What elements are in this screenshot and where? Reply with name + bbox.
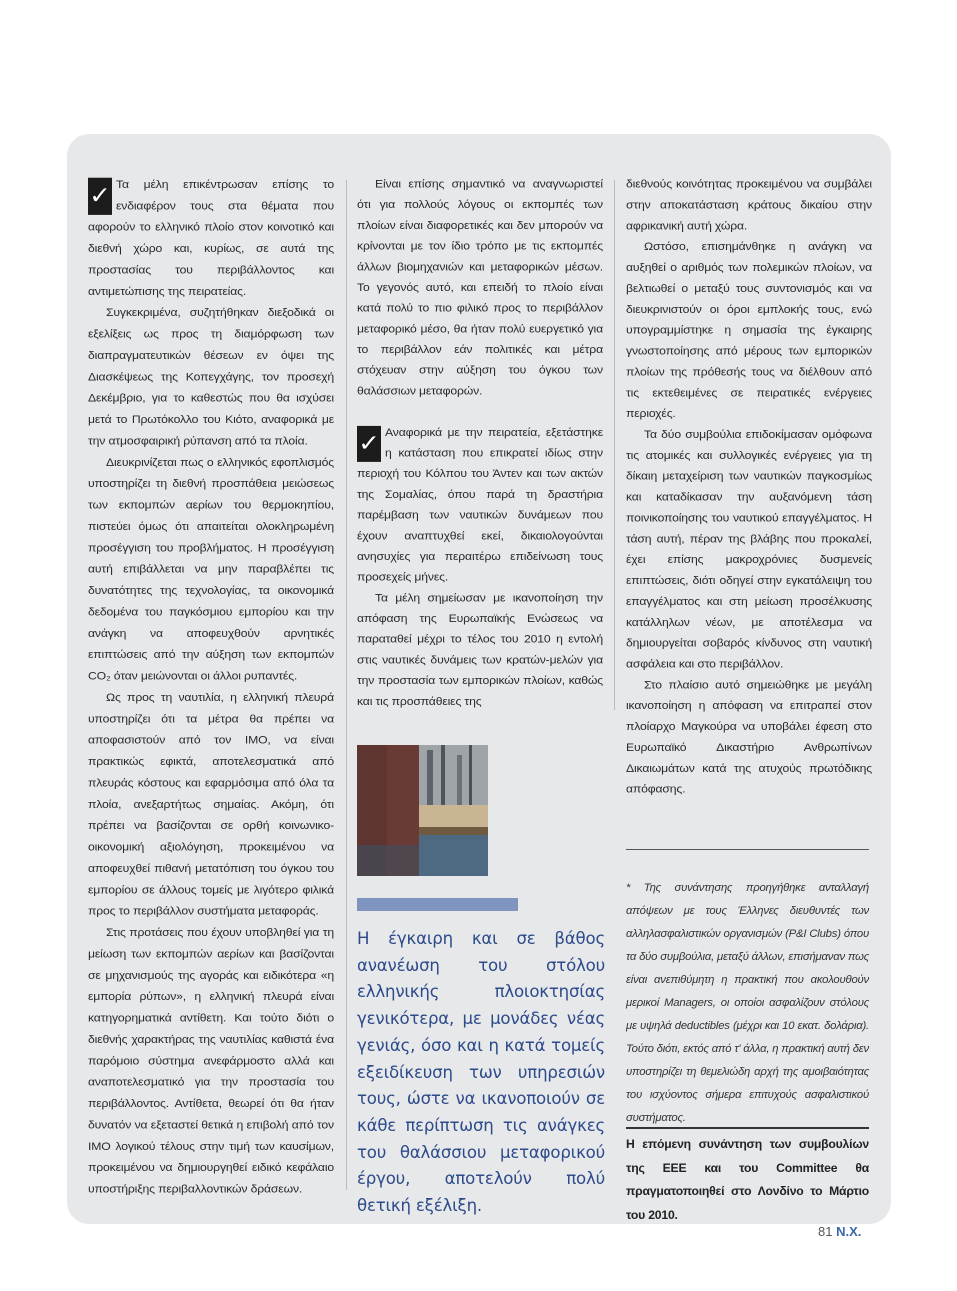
footnote-rule — [626, 849, 869, 850]
check-mark-icon: ✓ — [88, 178, 112, 215]
check-mark-icon: ✓ — [357, 426, 381, 462]
paragraph: Στο πλαίσιο αυτό σημειώθηκε με μεγάλη ικανοποίηση η απόφαση να επιτραπεί στον πλοίαρχο Μαγκούρα να υποβάλει έφεση στο Ευρωπαϊκό Δικαστήριο Ανθρωπίνων Δικαιωμάτων κατά της ατυχούς πρωτόδικης απόφασης. — [626, 678, 872, 796]
paragraph: Στις προτάσεις που έχουν υποβληθεί για τη μείωση των εκπομπών αερίων και βασίζονται σε μηχανισμούς της αγοράς και ειδικότερα «η εμπορία ρύπων», η ελληνική πλευρά είναι κατηγορηματικά αντίθετη. Και τούτο διότι ο διεθνής χαρακτήρας της ναυτιλίας καθιστά ένα παρόμοιο σύστημα ανεφάρμοστο αλλά και αναποτελεσματικό για την προστασία του περιβάλλοντος. Αντίθετα, θεωρεί ότι θα ήταν δυνατόν να εξεταστεί θετικά η επιβολή από τον ΙΜΟ λογικού τέλους στην τιμή των καυσίμων, προκειμένου να δημιουργηθεί ειδικό κεφάλαιο υποστήριξης περιβαλλοντικών δράσεων. — [88, 925, 334, 1196]
paragraph: Ωστόσο, επισημάνθηκε η ανάγκη να αυξηθεί ο αριθμός των πολεμικών πλοίων, να βελτιωθεί ο μεταξύ τους συντονισμός και να διευκρινιστούν οι όροι εμπλοκής τους, ενώ υπογραμμίστηκε η σημασία της έγκαιρης γνωστοποίησης από μέρους των εμπορικών πλοίων της πρόθεσής τους να διέλθουν από τις εκτεθειμένες σε πειρατικές ενέργειες περιοχές. — [626, 240, 872, 420]
page-folio — [818, 1224, 861, 1239]
paragraph: Διευκρινίζεται πως ο ελληνικός εφοπλισμός υποστηρίζει τη διεθνή προσπάθεια μειώσεως των εκπομπών αερίων του θερμοκηπίου, πιστεύει όμως ότι απαιτείται ολοκληρωμένη προσέγγιση του προβλήματος. Η προσέγγιση αυτή επιβάλλεται να μην παραβλέπει τις δυνατότητες της τεχνολογίας, τα οικονομικά δεδομένα του παγκόσμιου εμπορίου και την ανάγκη να αποφευχθούν αρνητικές επιπτώσεις από την αύξηση των εκπομπών CO₂ όταν μειώνονται οι άλλοι ρυπαντές. — [88, 455, 334, 683]
column-divider — [346, 180, 347, 1190]
column-3 — [626, 174, 872, 800]
paragraph: Τα μέλη σημείωσαν με ικανοποίηση την απόφαση της Ευρωπαϊκής Ενώσεως να παραταθεί μέχρι το τέλος του 2010 η εντολή στις ναυτικές δυνάμεις των κρατών-μελών για την προστασία των εμπορικών πλοίων, καθώς και τις προσπάθειες της — [357, 591, 603, 708]
column-divider — [614, 180, 615, 710]
ship-photo — [357, 745, 488, 876]
paragraph: Τα δύο συμβούλια επιδοκίμασαν ομόφωνα τις ατομικές και συλλογικές ενέργειες για τη δίκαιη μεταχείριση των ναυτικών παγκοσμίως και καταδίκασαν την αυξανόμενη τάση ποινικοποίησης του ναυτικού επαγγέλματος. Η τάση αυτή, πέραν της βλάβης που προκαλεί, έχει επίσης μακροχρόνιες δυσμενείς επιπτώσεις, διότι οδηγεί στην εγκατάλειψη του επαγγέλματος και στη μείωση προσέλκυσης κατάλληλων νέων, με αποτέλεσμα να δημιουργείται σοβαρός κίνδυνος στη ναυτική ασφάλεια και στο περιβάλλον. — [626, 428, 872, 671]
paragraph: διεθνούς κοινότητας προκειμένου να συμβάλει στην αποκατάσταση κράτους δικαίου στην αφρικανική αυτή χώρα. — [626, 177, 872, 233]
footnote: * Της συνάντησης προηγήθηκε ανταλλαγή απόψεων με τους Έλληνες διευθυντές των αλληλασφαλιστικών οργανισμών (P&I Clubs) όπου τα δύο συμβούλια, μεταξύ άλλων, επισήμαναν πως είναι ανεπιθύμητη η πρακτική που ακολουθούν μερικοί Managers, οι οποίοι ασφαλίζουν στόλους με υψηλά deductibles (μέχρι και 10 εκατ. δολάρια). Τούτο διότι, εκτός από τ' άλλα, η πρακτική αυτή δεν υποστηρίζει τη θεμελιώδη αρχή της αμοιβαιότητας του ισχύοντος σήμερα επιτυχούς ασφαλιστικού συστήματος. — [626, 882, 869, 1124]
column-2 — [357, 174, 603, 712]
pull-quote: Η έγκαιρη και σε βάθος ανανέωση του στόλου ελληνικής πλοιοκτησίας γενικότερα, με μονάδες νέας γενιάς, όσο και η κατά τομείς εξειδίκευση των υπηρεσιών τους, ώστε να ικανοποιούν σε κάθε περίπτωση τις ανάγκες του θαλάσσιου μεταφορικού έργου, αποτελούν πολύ θετική εξέλιξη. — [357, 929, 605, 1216]
closing-rule — [626, 1127, 869, 1129]
page-number: 81 — [818, 1224, 833, 1239]
paragraph: Αναφορικά με την πειρατεία, εξετάστηκε η κατάσταση που επικρατεί ιδίως στην περιοχή του Κόλπου του Άντεν και των ακτών της Σομαλίας, όπου παρά τη δραστήρια παρέμβαση των ναυτικών δυνάμεων που έχουν αναπτυχθεί εκεί, δικαιολογούνται ανησυχίες για περαιτέρω επιδείνωση τους προσεχείς μήνες. — [357, 425, 603, 584]
paragraph: Τα μέλη επικέντρωσαν επίσης το ενδιαφέρον τους στα θέματα που αφορούν το ελληνικό πλοίο στον κοινοτικό και διεθνή χώρο και, κυρίως, σε αυτά της προστασίας του περιβάλλοντος και αντιμετώπισης της πειρατείας. — [88, 177, 334, 298]
paragraph: Συγκεκριμένα, συζητήθηκαν διεξοδικά οι εξελίξεις ως προς τη διαμόρφωση των διαπραγματευτικών θέσεων εν όψει της Διασκέψεως της Κοπεγχάγης, τον προσεχή Δεκέμβριο, για το καθεστώς που θα ισχύσει μετά το Πρωτόκολλο του Κιότο, αναφορικά με την ατμοσφαιρική ρύπανση από τα πλοία. — [88, 305, 334, 448]
column-1 — [88, 174, 334, 1200]
closing-note: Η επόμενη συνάντηση των συμβουλίων της ΕΕΕ και του Committee θα πραγματοποιηθεί στο Λονδίνο το Μάρτιο του 2010. — [626, 1137, 869, 1222]
paragraph: Είναι επίσης σημαντικό να αναγνωριστεί ότι για πολλούς λόγους οι εκπομπές των πλοίων είναι διαφορετικές και δεν μπορούν να κρίνονται με τον ίδιο τρόπο με τις εκπομπές άλλων βιομηχανιών και μεταφορικών μέσων. Το γεγονός αυτό, και επειδή το πλοίο είναι κατά πολύ το πιο φιλικό προς το περιβάλλον μεταφορικό μέσο, θα ήταν πολύ ευεργετικό για το περιβάλλον εάν πολιτικές και μέτρα στόχευαν στην αύξηση του όγκου των θαλάσσιων μεταφορών. — [357, 177, 603, 398]
magazine-abbr: Ν.Χ. — [836, 1224, 862, 1239]
paragraph: Ως προς τη ναυτιλία, η ελληνική πλευρά υποστηρίζει ότι τα μέτρα θα πρέπει να αποφασιστούν από τον ΙΜΟ, να είναι πρακτικώς εφικτά, αποτελεσματικά από πλευράς κόστους και εφαρμόσιμα από όλα τα πλοία, ανεξαρτήτως σημαίας. Ακόμη, ότι πρέπει να βασίζονται σε ορθή κοινωνικο-οικονομική αξιολόγηση, προκειμένου να αποφευχθεί πιθανή μετατόπιση του όγκου του εμπορίου σε άλλους τομείς με λιγότερο φιλικά προς το περιβάλλον συστήματα μεταφοράς. — [88, 690, 334, 918]
accent-bar — [357, 898, 518, 911]
